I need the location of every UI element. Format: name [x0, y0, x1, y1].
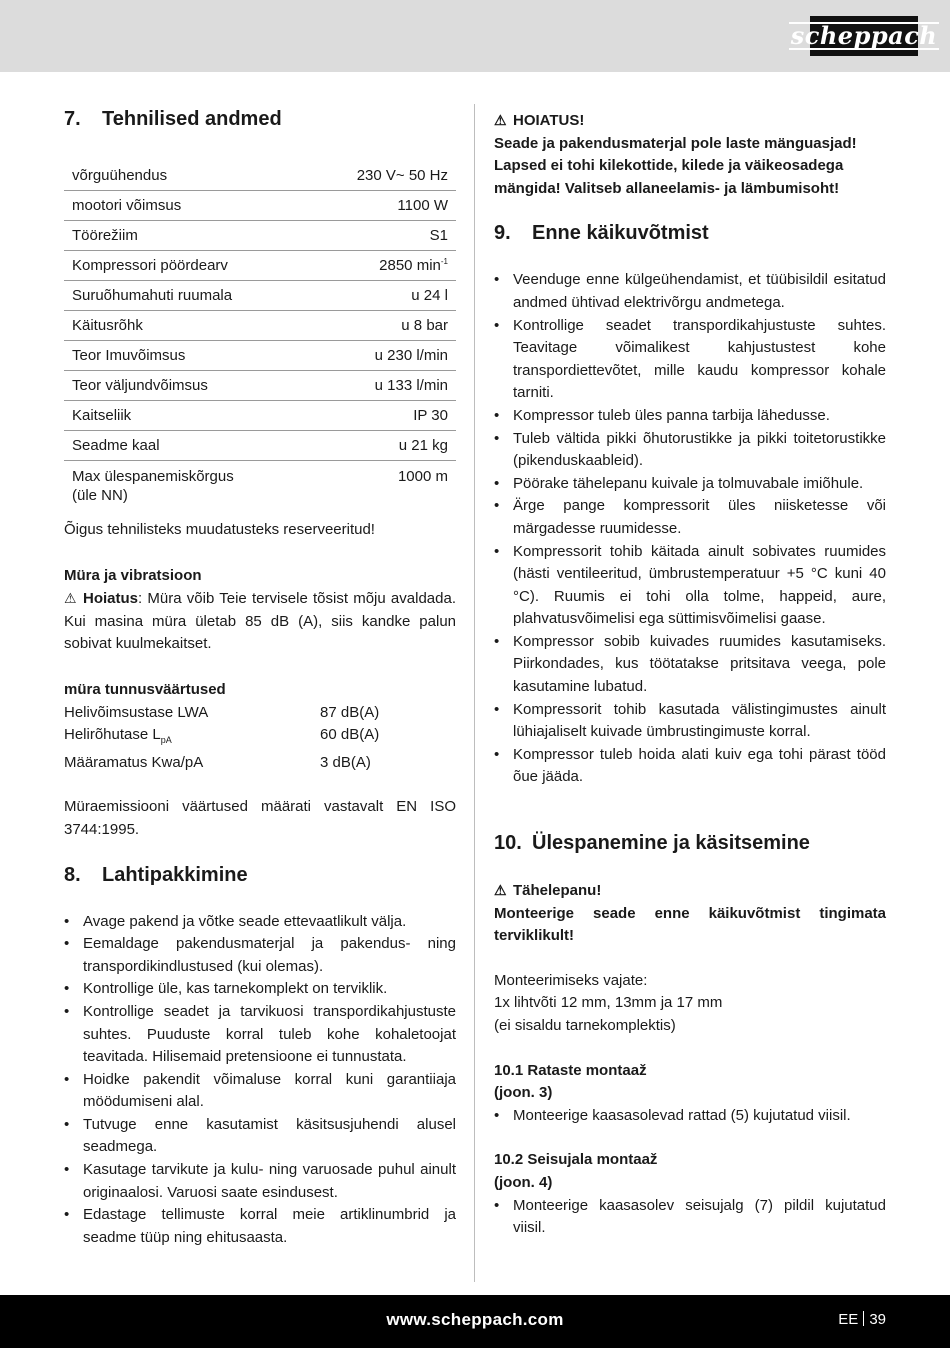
- spec-label: Suruõhumahuti ruumala: [64, 281, 308, 311]
- list-item: • Tutvuge enne kasutamist käsitsusjuhendi alusel seadmega.: [64, 1114, 456, 1159]
- section-8-title: Lahtipakkimine: [102, 863, 248, 886]
- spec-label-line2: (üle NN): [72, 487, 128, 504]
- spec-label: Teor väljundvõimsus: [64, 371, 308, 401]
- spec-row: [64, 371, 456, 401]
- attention-label-line: [494, 879, 886, 903]
- section-10-heading: [494, 832, 886, 855]
- section-7-title: Tehnilised andmed: [102, 108, 282, 130]
- section-9-number: 9.: [494, 222, 511, 245]
- warning-icon: ⚠: [494, 112, 507, 128]
- noise-subscript: pA: [160, 735, 172, 746]
- spec-value: u 21 kg: [308, 431, 456, 461]
- spec-value: S1: [308, 221, 456, 251]
- child-warning-label-line: [494, 109, 886, 133]
- tools-needed-note: (ei sisaldu tarnekomplektis): [494, 1017, 676, 1034]
- noise-label: Helivõimsustase LWA: [64, 703, 209, 721]
- commissioning-list: [494, 269, 886, 789]
- noise-warning-label: Hoiatus: [83, 590, 139, 608]
- separator: [863, 1311, 864, 1326]
- noise-warning: [64, 587, 456, 656]
- stand-list: [494, 1195, 886, 1240]
- list-item: • Kompressor sobib kuivades ruumides kasutamiseks. Piirkondades, kus töötatakse pritsitava veega, pole kasutamine lubatud.: [494, 631, 886, 699]
- section-9-heading: [494, 222, 886, 245]
- spec-row: [64, 431, 456, 461]
- spec-row: [64, 401, 456, 431]
- spec-row: [64, 341, 456, 371]
- list-item: • Kompressorit tohib kasutada välistingimustes ainult lühiajaliselt kuivade ümbrustingimuste korral.: [494, 699, 886, 744]
- reserve-note: Õigus tehnilisteks muudatusteks reserveeritud!: [64, 521, 375, 538]
- list-item: • Veenduge enne külgeühendamist, et tüübisildil esitatud andmed ühtivad elektrivõrgu andmetega.: [494, 269, 886, 314]
- website-url: www.scheppach.com: [386, 1310, 564, 1329]
- list-item: • Kontrollige üle, kas tarnekomplekt on terviklik.: [64, 978, 456, 1001]
- spec-label-multiline: [64, 461, 308, 508]
- noise-label: Helirõhutase L: [64, 726, 161, 744]
- tools-needed-wrench: 1x lihtvõti 12 mm, 13mm ja 17 mm: [494, 994, 723, 1012]
- section-10-title: Ülespanemine ja käsitsemine: [532, 832, 810, 855]
- spec-label: Kaitseliik: [64, 401, 308, 431]
- spec-row: [64, 161, 456, 191]
- spec-label: mootori võimsus: [64, 191, 308, 221]
- spec-label: Kompressori pöördearv: [64, 251, 308, 281]
- attention-label: Tähelepanu!: [513, 882, 602, 900]
- subsection-10-1-ref: (joon. 3): [494, 1084, 553, 1102]
- section-7-number: 7.: [64, 108, 81, 130]
- spec-exponent: -1: [440, 257, 448, 266]
- header-bar: [0, 0, 950, 72]
- column-divider: [474, 104, 475, 1282]
- list-item: • Kompressorit tohib käitada ainult sobivates ruumides (hästi ventileeritud, ümbrustemperatuur +5 °C kuni 40 °C). Ruumis ei tohi olla tolme, happeid, aure, plahvatusvõimelisi ega süttimisvõimelisi gaase.: [494, 541, 886, 631]
- noise-heading: Müra ja vibratsioon: [64, 566, 202, 584]
- spec-value: 1000 m: [397, 468, 448, 485]
- list-item: • Monteerige kaasasolevad rattad (5) kujutatud viisil.: [494, 1105, 886, 1128]
- spec-value: 1100 W: [308, 191, 456, 221]
- noise-label: Määramatus Kwa/pA: [64, 753, 204, 771]
- list-item: • Hoidke pakendit võimaluse korral kuni garantiiaja möödumiseni alal.: [64, 1069, 456, 1114]
- noise-label-with-subscript: [64, 724, 320, 752]
- spec-value-with-exponent: [308, 251, 456, 281]
- spec-value: 2850 min: [379, 257, 441, 274]
- list-item: • Eemaldage pakendusmaterjal ja pakendus- ning transpordikindlustused (kui olemas).: [64, 933, 456, 978]
- spec-value: u 133 l/min: [308, 371, 456, 401]
- spec-label: Seadme kaal: [64, 431, 308, 461]
- child-warning-text: Seade ja pakendusmaterjal pole laste mänguasjad! Lapsed ei tohi kilekottide, kilede ja väikeosadega mängida! Valitseb allaneelamis- ja lämbumisoht!: [494, 134, 857, 197]
- spec-label: Teor Imuvõimsus: [64, 341, 308, 371]
- warning-icon: ⚠: [494, 882, 507, 899]
- spec-label: Käitusrõhk: [64, 311, 308, 341]
- language-code: EE: [838, 1311, 859, 1328]
- spec-label: Max ülespanemiskõrgus: [72, 468, 234, 485]
- section-8-heading: [64, 864, 456, 887]
- list-item: • Kontrollige seadet transpordikahjustuste suhtes. Teavitage võimalikest kahjustustest kohe transpordiettevõtet, mille kaudu kompressor kohale tarniti.: [494, 315, 886, 405]
- spec-row: [64, 221, 456, 251]
- warning-icon: ⚠: [64, 590, 77, 607]
- spec-value: u 230 l/min: [308, 341, 456, 371]
- right-column: [494, 104, 886, 1240]
- wheels-list: [494, 1105, 886, 1128]
- brand-logo: [790, 16, 938, 56]
- list-item: • Kontrollige seadet ja tarvikuosi transpordikahjustuste suhtes. Puuduste korral tuleb kohe kohaletoojat teavitada. Hilisemaid pretensioone ei tunnustata.: [64, 1001, 456, 1069]
- list-item: • Kasutage tarvikute ja kulu- ning varuosade puhul ainult originaalosi. Varuosi saate esindusest.: [64, 1159, 456, 1204]
- tools-needed: Monteerimiseks vajate:: [494, 971, 648, 989]
- list-item: • Tuleb vältida pikki õhutorustikke ja pikki toitetorustikke (pikenduskaableid).: [494, 428, 886, 473]
- list-item: • Ärge pange kompressorit üles niisketesse või märgadesse ruumidesse.: [494, 495, 886, 540]
- subsection-10-2-title: 10.2 Seisujala montaaž: [494, 1151, 658, 1169]
- page-indicator: [838, 1295, 886, 1348]
- list-item: • Kompressor tuleb üles panna tarbija lähedusse.: [494, 405, 886, 428]
- section-8-number: 8.: [64, 863, 81, 886]
- spec-label: Töörežiim: [64, 221, 308, 251]
- emission-note: Müraemissiooni väärtused määrati vastavalt EN ISO 3744:1995.: [64, 798, 456, 838]
- attention-text: Monteerige seade enne käikuvõtmist tingimata terviklikult!: [494, 904, 886, 945]
- spec-row: [64, 461, 456, 508]
- section-7-heading: [64, 108, 456, 131]
- spec-value: u 8 bar: [308, 311, 456, 341]
- unpacking-list: [64, 911, 456, 1250]
- section-10-number: 10.: [494, 832, 522, 855]
- spec-row: [64, 251, 456, 281]
- spec-row: [64, 191, 456, 221]
- section-9-title: Enne käikuvõtmist: [532, 222, 709, 245]
- noise-value: 3 dB(A): [320, 753, 371, 771]
- list-item: • Edastage tellimuste korral meie artiklinumbrid ja seadme tüüp ning ehitusaasta.: [64, 1204, 456, 1249]
- list-item: • Monteerige kaasasolev seisujalg (7) pildil kujutatud viisil.: [494, 1195, 886, 1240]
- noise-value: 87 dB(A): [320, 703, 380, 721]
- spec-value: u 24 l: [308, 281, 456, 311]
- page-number: 39: [869, 1311, 886, 1328]
- brand-logo-text: scheppach: [790, 21, 938, 50]
- spec-value: 230 V~ 50 Hz: [308, 161, 456, 191]
- subsection-10-1-title: 10.1 Rataste montaaž: [494, 1061, 647, 1079]
- spec-table: [64, 161, 456, 507]
- spec-value: IP 30: [308, 401, 456, 431]
- left-column: [64, 104, 456, 1249]
- noise-values-heading: müra tunnusväärtused: [64, 680, 226, 698]
- spec-row: [64, 311, 456, 341]
- noise-values-table: [64, 702, 456, 775]
- child-warning-label: HOIATUS!: [513, 112, 585, 129]
- spec-label: võrguühendus: [64, 161, 308, 191]
- list-item: • Pöörake tähelepanu kuivale ja tolmuvabale imiõhule.: [494, 473, 886, 496]
- footer-bar: [0, 1295, 950, 1348]
- spec-row: [64, 281, 456, 311]
- subsection-10-2-ref: (joon. 4): [494, 1173, 553, 1191]
- noise-value: 60 dB(A): [320, 726, 380, 744]
- noise-warning-text: : Müra võib Teie tervisele tõsist mõju avaldada. Kui masina müra ületab 85 dB (A), siis kandke palun sobivat kuulmekaitset.: [64, 590, 456, 653]
- list-item: • Kompressor tuleb hoida alati kuiv ega tohi pärast tööd õue jääda.: [494, 744, 886, 789]
- list-item: • Avage pakend ja võtke seade ettevaatlikult välja.: [64, 911, 456, 934]
